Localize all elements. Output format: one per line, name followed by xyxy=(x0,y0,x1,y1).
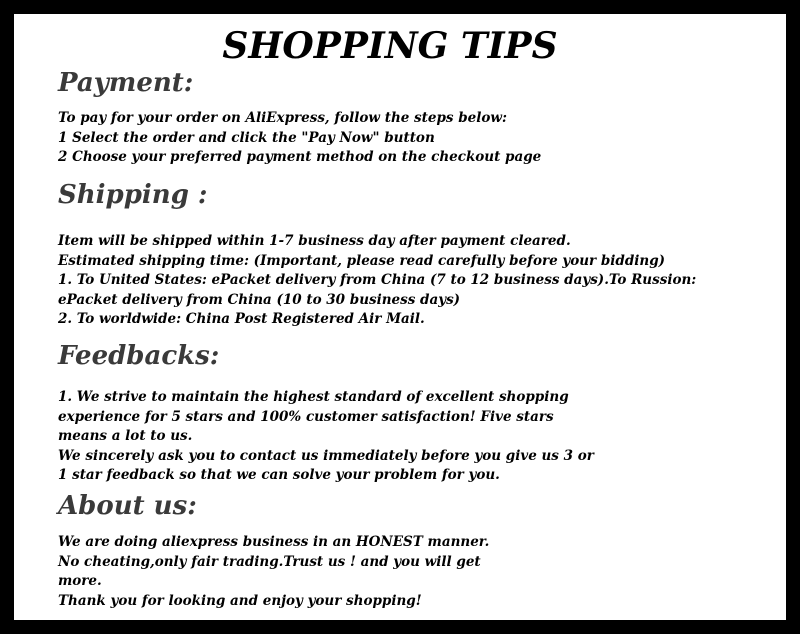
page-title: SHOPPING TIPS xyxy=(222,25,558,67)
text-line: more. xyxy=(58,573,102,589)
section-body-shipping xyxy=(58,232,696,330)
text-line: 2 Choose your preferred payment method on the checkout page xyxy=(58,149,542,165)
text-line: We are doing aliexpress business in an HONEST manner. xyxy=(58,534,490,550)
text-line: 1 Select the order and click the "Pay Now" button xyxy=(58,129,435,146)
text-line: 1. We strive to maintain the highest standard of excellent shopping xyxy=(58,389,569,405)
text-line: 2. To worldwide: China Post Registered Air Mail. xyxy=(58,311,425,327)
section-body-payment xyxy=(58,109,541,168)
text-line: Thank you for looking and enjoy your shopping! xyxy=(58,592,422,609)
text-line: 1 star feedback so that we can solve your problem for you. xyxy=(58,467,500,483)
section-heading-about-us: About us: xyxy=(58,491,197,521)
text-line: Estimated shipping time: (Important, please read carefully before your bidding) xyxy=(58,252,666,269)
section-heading-feedbacks: Feedbacks: xyxy=(58,341,220,371)
section-heading-shipping: Shipping : xyxy=(58,180,208,210)
text-line: To pay for your order on AliExpress, follow the steps below: xyxy=(58,110,507,126)
text-line: No cheating,only fair trading.Trust us ! and you will get xyxy=(58,553,481,570)
text-line: 1. To United States: ePacket delivery from China (7 to 12 business days).To Russion: xyxy=(58,272,697,288)
text-line: We sincerely ask you to contact us immediately before you give us 3 or xyxy=(58,447,594,464)
text-line: means a lot to us. xyxy=(58,428,193,444)
section-body-feedbacks xyxy=(58,388,594,486)
section-heading-payment: Payment: xyxy=(58,68,194,98)
text-line: experience for 5 stars and 100% customer satisfaction! Five stars xyxy=(58,408,554,425)
section-body-about-us xyxy=(58,533,489,611)
text-line: ePacket delivery from China (10 to 30 business days) xyxy=(58,291,461,308)
text-line: Item will be shipped within 1-7 business day after payment cleared. xyxy=(58,233,571,249)
